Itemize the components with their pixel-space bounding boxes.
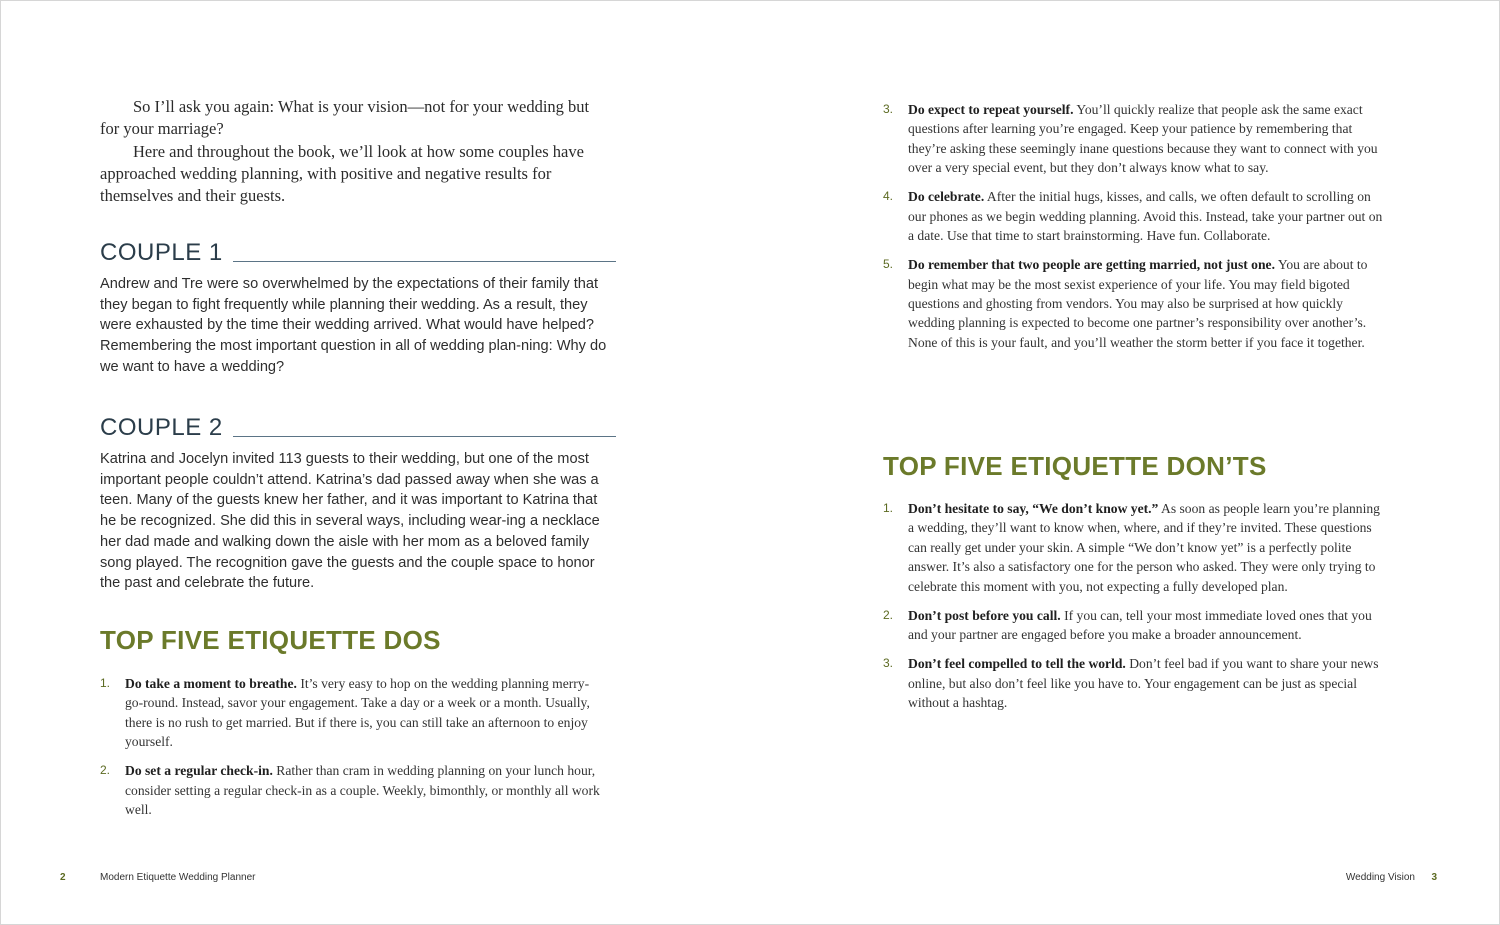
couple-2-rule xyxy=(233,436,616,437)
etiquette-dos-list xyxy=(100,674,600,820)
left-folio xyxy=(60,872,256,883)
couple-1-rule xyxy=(233,261,616,262)
list-item xyxy=(883,499,1383,596)
couple-2-body: Katrina and Jocelyn invited 113 guests to their wedding, but one of the most important people couldn’t attend. Katrina’s dad passed away when she was a teen. Many of the guests knew her father, and it was important to Katrina that he be recognized. She did this in several ways, including wear-ing a necklace her dad made and walking down the aisle with her mom as a beloved family song played. The recognition gave the guests and the couple space to honor the past and celebrate the future. xyxy=(100,451,600,592)
item-lead: Don’t post before you call. xyxy=(908,607,1061,623)
item-number: 1. xyxy=(883,501,894,515)
couple-1-header xyxy=(100,240,616,266)
list-item xyxy=(883,255,1383,352)
couple-1-heading: COUPLE 1 xyxy=(100,239,223,266)
item-lead: Do celebrate. xyxy=(908,189,985,205)
etiquette-donts-heading: TOP FIVE ETIQUETTE DON’TS xyxy=(883,451,1267,481)
page-number: 2 xyxy=(60,872,66,883)
running-head: Wedding Vision xyxy=(1345,872,1415,883)
item-number: 1. xyxy=(100,676,111,690)
list-item xyxy=(100,674,600,752)
right-page xyxy=(883,0,1437,925)
item-text: It’s very easy to hop on the wedding planning merry-go-round. Instead, savor your engagement. Take a day or a week or a month. Usually, there is no rush to get married. But if there is, you can still take an afternoon to enjoy yourself. xyxy=(125,676,590,750)
left-page xyxy=(60,0,616,925)
intro-text xyxy=(100,96,610,207)
item-text: Rather than cram in wedding planning on your lunch hour, consider setting a regular check-in as a couple. Weekly, bimonthly, or monthly all work well. xyxy=(125,763,600,818)
couple-2-heading: COUPLE 2 xyxy=(100,414,223,441)
item-text: Don’t feel bad if you want to share your news online, but also don’t feel like you have to. Your engagement can be just as special without a hashtag. xyxy=(908,656,1379,711)
item-number: 3. xyxy=(883,102,894,116)
item-text: You are about to begin what may be the most sexist experience of your life. You may field bigoted questions and ghosting from vendors. You may also be surprised at how quickly wedding planning is expected to become one partner’s responsibility over another’s. None of this is your fault, and you’ll weather the storm better if you face it together. xyxy=(908,257,1368,350)
list-item xyxy=(883,187,1383,245)
item-number: 2. xyxy=(100,763,111,778)
item-number: 3. xyxy=(883,656,894,671)
item-text: If you can, tell your most immediate loved ones that you and your partner are engaged before you make a broader announcement. xyxy=(908,607,1372,643)
item-lead: Do remember that two people are getting married, not just one. xyxy=(908,257,1275,273)
item-text: You’ll quickly realize that people ask the same exact questions after learning you’re engaged. Keep your patience by remembering that they’re asking these seemingly inane questions because they want to connect with you over a very special event, but they don’t always know what to say. xyxy=(908,102,1378,176)
item-number: 5. xyxy=(883,257,894,272)
item-text: As soon as people learn you’re planning a wedding, they’ll want to know when, where, and if they’re invited. These questions can really get under your skin. A simple “We don’t know yet” is a perfectly polite answer. It’s also a satisfactory one for the person who asked. They were only trying to celebrate this moment with you, not expecting a fully developed plan. xyxy=(908,501,1380,594)
item-lead: Do expect to repeat yourself. xyxy=(908,102,1074,117)
list-item xyxy=(883,654,1383,712)
item-lead: Don’t feel compelled to tell the world. xyxy=(908,656,1126,672)
etiquette-donts-list xyxy=(883,499,1383,712)
intro-paragraph-2: Here and throughout the book, we’ll look at how some couples have approached wedding planning, with positive and negative results for themselves and their guests. xyxy=(100,141,584,206)
couple-2-header xyxy=(100,415,616,441)
item-text: After the initial hugs, kisses, and calls, we often default to scrolling on our phones as we begin wedding planning. Avoid this. Instead, take your partner out on a date. Use that time to start brainstorming. Have fun. Collaborate. xyxy=(908,189,1383,244)
couple-2-section xyxy=(100,415,616,594)
couple-1-section xyxy=(100,240,616,378)
item-number: 2. xyxy=(883,607,894,622)
list-item xyxy=(100,761,600,819)
page-number: 3 xyxy=(1431,872,1437,883)
item-number: 4. xyxy=(883,189,894,204)
list-item xyxy=(883,100,1383,178)
list-item xyxy=(883,606,1383,645)
couple-1-body: Andrew and Tre were so overwhelmed by the expectations of their family that they began to fight frequently while planning their wedding. As a result, they were exhausted by the time their wedding arrived. What would have helped? Remembering the most important question in all of wedding plan-ning: Why do we want to have a wedding? xyxy=(100,276,607,375)
item-lead: Don’t hesitate to say, “We don’t know yet.” xyxy=(908,501,1159,516)
etiquette-dos-heading: TOP FIVE ETIQUETTE DOS xyxy=(100,625,441,655)
intro-paragraph-1: So I’ll ask you again: What is your vision—not for your wedding but for your marriage? xyxy=(100,97,590,139)
item-lead: Do take a moment to breathe. xyxy=(125,676,297,691)
running-head: Modern Etiquette Wedding Planner xyxy=(100,872,256,883)
etiquette-dos-list-continued xyxy=(883,100,1383,352)
item-lead: Do set a regular check-in. xyxy=(125,763,273,779)
